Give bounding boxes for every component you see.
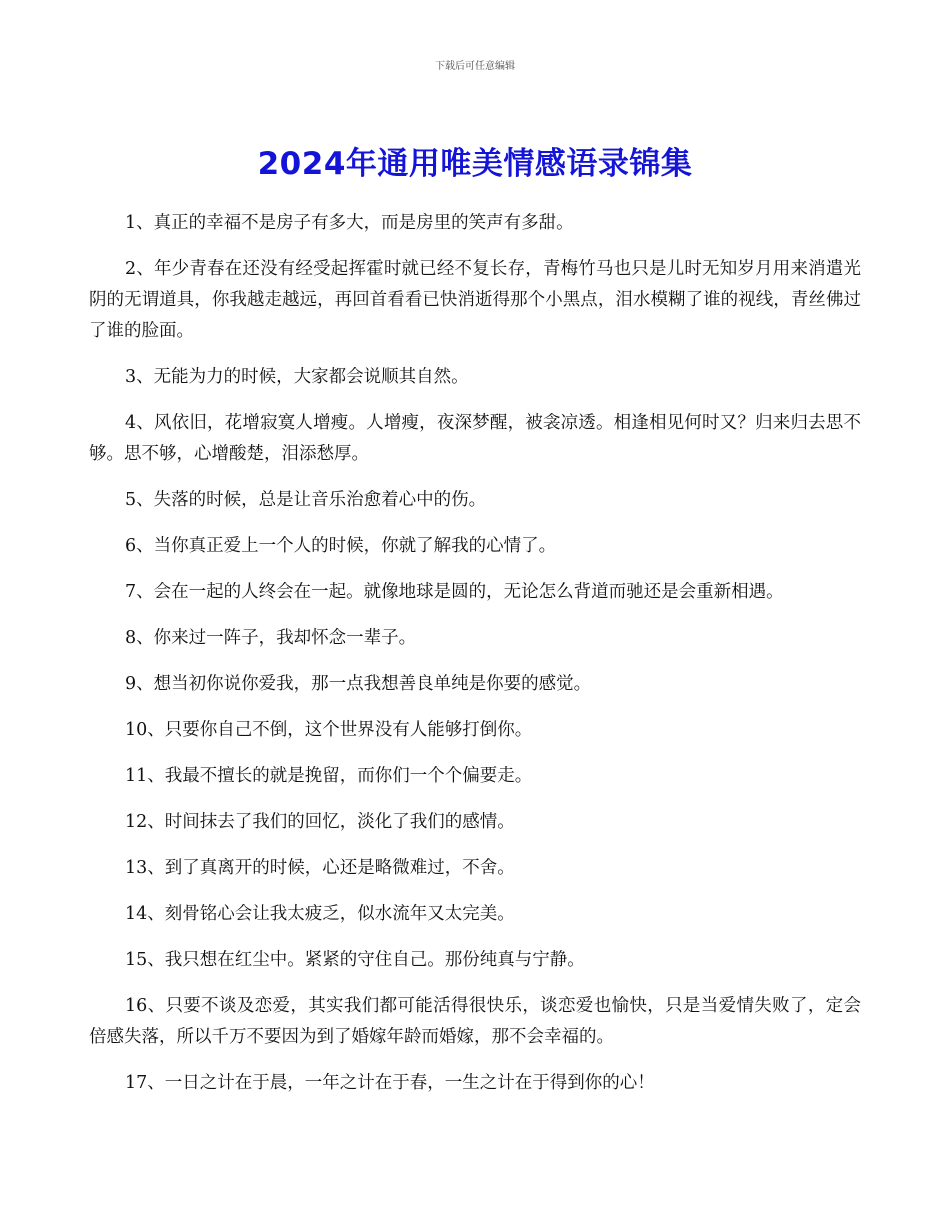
quote-paragraph-5: 5、失落的时候，总是让音乐治愈着心中的伤。	[125, 490, 487, 510]
quote-paragraph-13: 13、到了真离开的时候，心还是略微难过，不舍。	[125, 858, 515, 878]
header-note: 下载后可任意编辑	[435, 61, 515, 72]
quote-paragraph-9: 9、想当初你说你爱我，那一点我想善良单纯是你要的感觉。	[125, 674, 592, 694]
quote-paragraph-3: 3、无能为力的时候，大家都会说顺其自然。	[125, 367, 469, 387]
quote-paragraph-1: 1、真正的幸福不是房子有多大，而是房里的笑声有多甜。	[125, 213, 574, 233]
document-body	[89, 208, 861, 1114]
quote-paragraph-16: 16、只要不谈及恋爱，其实我们都可能活得很快乐，谈恋爱也愉快，只是当爱情失败了，定会倍感失落，所以千万不要因为到了婚嫁年龄而婚嫁，那不会幸福的。	[89, 996, 861, 1047]
quote-paragraph-17: 17、一日之计在于晨，一年之计在于春，一生之计在于得到你的心！	[125, 1073, 655, 1093]
quote-paragraph-4: 4、风依旧，花增寂寞人增瘦。人增瘦，夜深梦醒，被衾凉透。相逢相见何时又？归来归去思不够。思不够，心增酸楚，泪添愁厚。	[89, 413, 861, 464]
quote-paragraph-14: 14、刻骨铭心会让我太疲乏，似水流年又太完美。	[125, 904, 515, 924]
quote-paragraph-10: 10、只要你自己不倒，这个世界没有人能够打倒你。	[125, 720, 533, 740]
quote-paragraph-7: 7、会在一起的人终会在一起。就像地球是圆的，无论怎么背道而驰还是会重新相遇。	[125, 582, 784, 602]
document-title: 2024年通用唯美情感语录锦集	[257, 146, 693, 182]
quote-paragraph-11: 11、我最不擅长的就是挽留，而你们一个个偏要走。	[125, 766, 533, 786]
quote-paragraph-6: 6、当你真正爱上一个人的时候，你就了解我的心情了。	[125, 536, 557, 556]
quote-paragraph-2: 2、年少青春在还没有经受起挥霍时就已经不复长存，青梅竹马也只是儿时无知岁月用来消遣光阴的无谓道具，你我越走越远，再回首看看已快消逝得那个小黑点，泪水模糊了谁的视线，青丝佛过了谁的脸面。	[89, 259, 861, 341]
quote-paragraph-15: 15、我只想在红尘中。紧紧的守住自己。那份纯真与宁静。	[125, 950, 585, 970]
quote-paragraph-12: 12、时间抹去了我们的回忆，淡化了我们的感情。	[125, 812, 515, 832]
quote-paragraph-8: 8、你来过一阵子，我却怀念一辈子。	[125, 628, 417, 648]
